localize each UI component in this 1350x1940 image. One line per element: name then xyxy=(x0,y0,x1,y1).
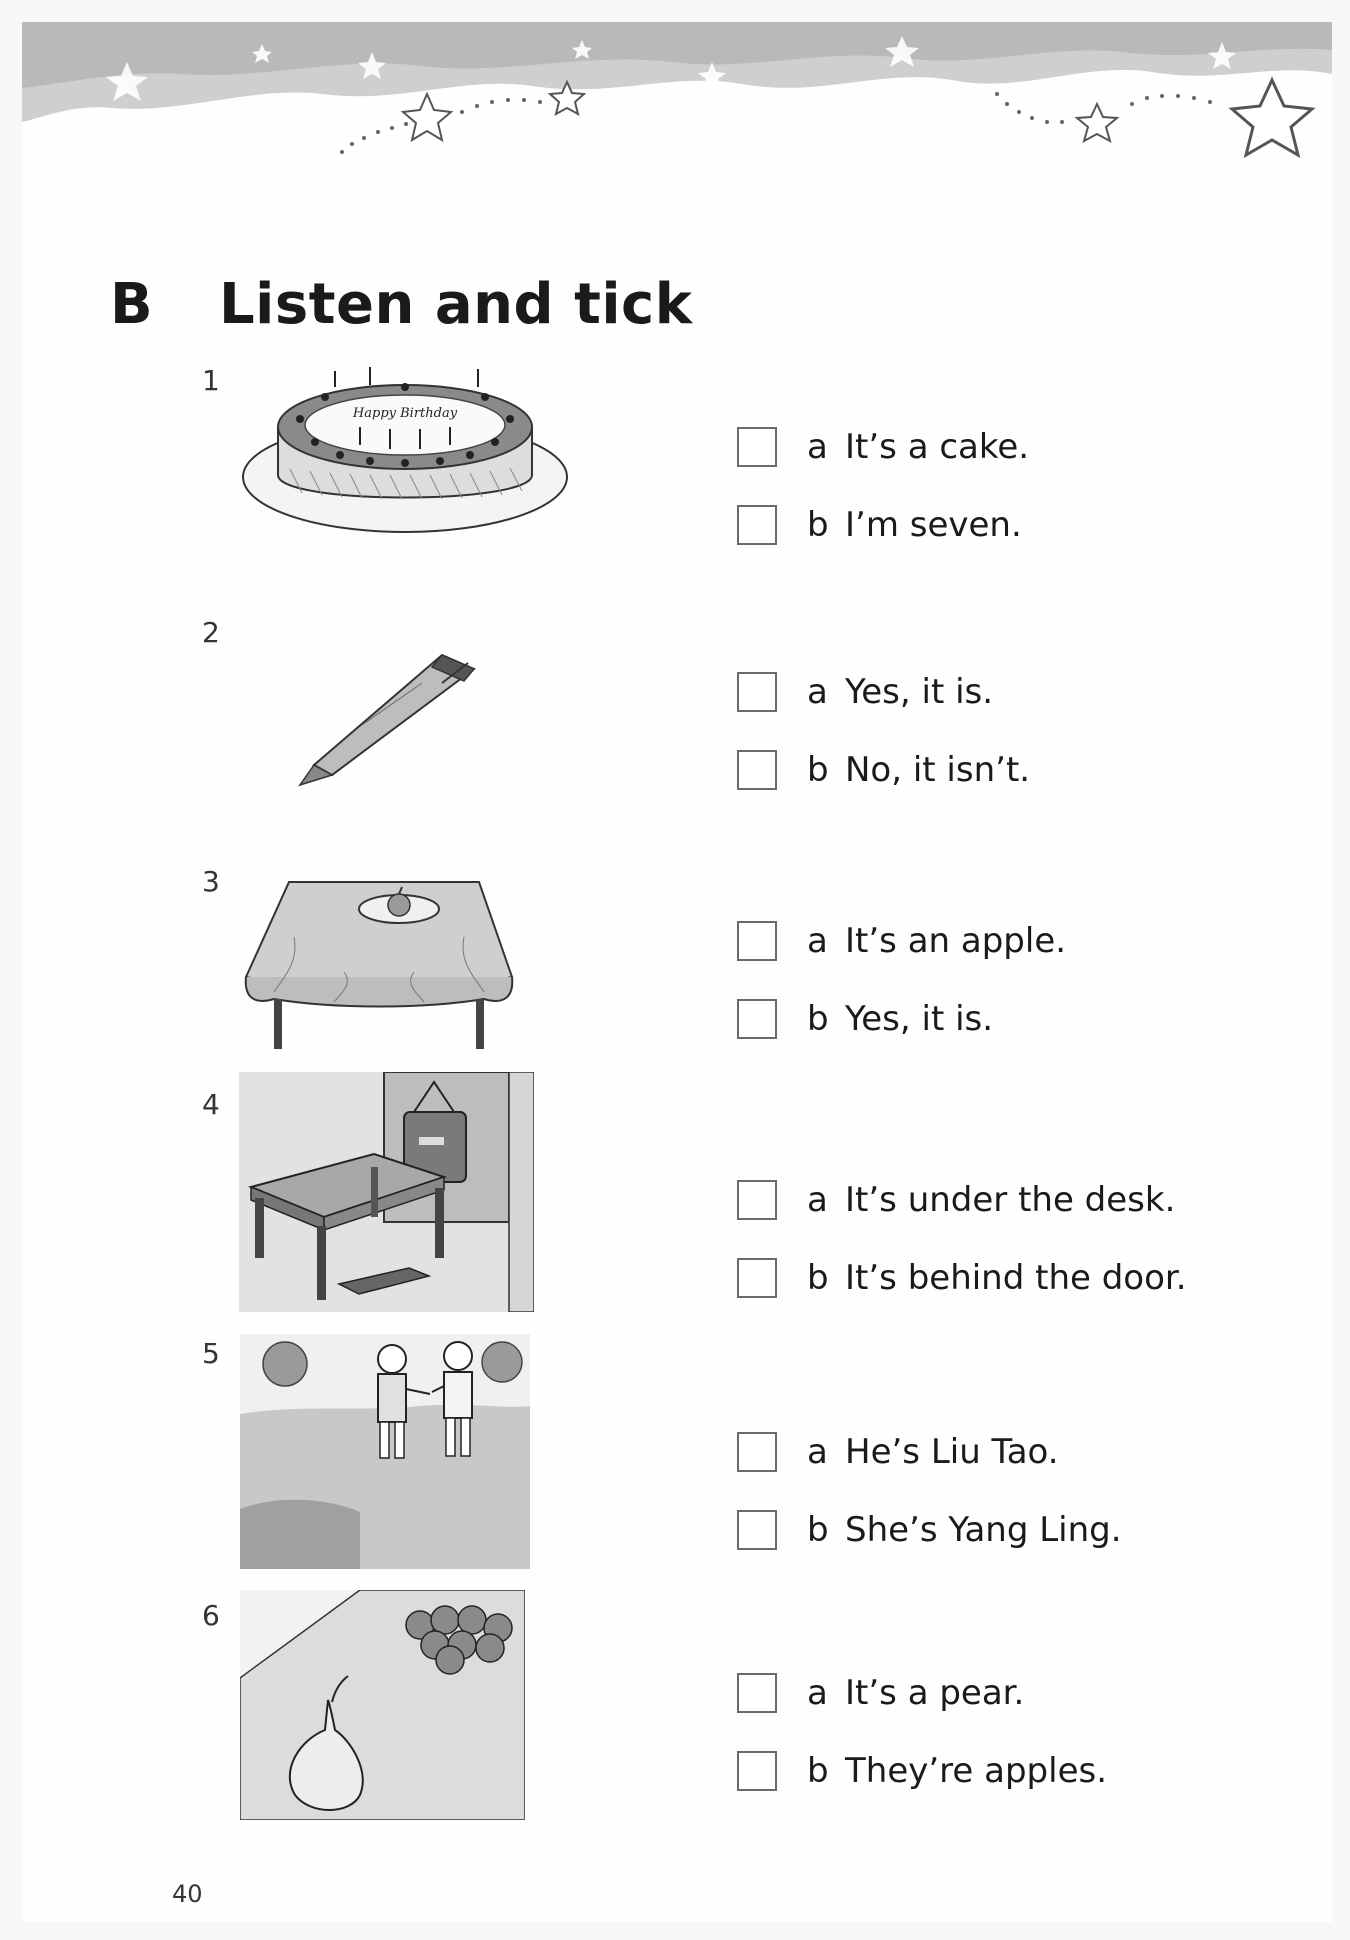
question-number: 5 xyxy=(202,1337,220,1370)
birthday-cake-picture xyxy=(240,357,570,552)
option-letter: a xyxy=(807,1180,828,1220)
answer-option xyxy=(737,1177,1175,1223)
answer-option xyxy=(737,1429,1059,1475)
workbook-page xyxy=(22,22,1332,1922)
option-text: It’s behind the door. xyxy=(845,1258,1187,1298)
answer-option xyxy=(737,424,1029,470)
answer-option xyxy=(737,1670,1024,1716)
tick-checkbox[interactable] xyxy=(737,921,777,961)
tick-checkbox[interactable] xyxy=(737,427,777,467)
section-letter: B xyxy=(110,272,153,337)
answer-option xyxy=(737,1748,1107,1794)
option-letter: b xyxy=(807,750,829,790)
tick-checkbox[interactable] xyxy=(737,750,777,790)
tick-checkbox[interactable] xyxy=(737,672,777,712)
answer-option xyxy=(737,502,1022,548)
star-banner-decoration xyxy=(22,22,1332,212)
option-letter: b xyxy=(807,1258,829,1298)
option-text: He’s Liu Tao. xyxy=(845,1432,1059,1472)
option-text: No, it isn’t. xyxy=(845,750,1031,790)
option-letter: a xyxy=(807,1673,828,1713)
option-text: It’s a pear. xyxy=(845,1673,1025,1713)
section-title: Listen and tick xyxy=(219,272,693,337)
question-number: 1 xyxy=(202,364,220,397)
option-text: They’re apples. xyxy=(845,1751,1108,1791)
option-text: Yes, it is. xyxy=(845,672,994,712)
option-text: It’s a cake. xyxy=(845,427,1030,467)
option-letter: a xyxy=(807,921,828,961)
desk-and-bag-picture xyxy=(239,1072,534,1312)
two-children-picture xyxy=(240,1334,530,1569)
tick-checkbox[interactable] xyxy=(737,1258,777,1298)
option-letter: b xyxy=(807,505,829,545)
option-text: It’s an apple. xyxy=(845,921,1067,961)
page-number: 40 xyxy=(172,1880,203,1908)
answer-option xyxy=(737,669,993,715)
answer-option xyxy=(737,1255,1187,1301)
question-number: 3 xyxy=(202,865,220,898)
option-text: I’m seven. xyxy=(845,505,1022,545)
question-number: 6 xyxy=(202,1599,220,1632)
option-letter: b xyxy=(807,999,829,1039)
answer-option xyxy=(737,918,1066,964)
option-text: Yes, it is. xyxy=(845,999,994,1039)
answer-option xyxy=(737,747,1030,793)
option-letter: b xyxy=(807,1751,829,1791)
tick-checkbox[interactable] xyxy=(737,1432,777,1472)
option-letter: b xyxy=(807,1510,829,1550)
question-number: 2 xyxy=(202,616,220,649)
tick-checkbox[interactable] xyxy=(737,505,777,545)
question-number: 4 xyxy=(202,1088,220,1121)
pen-picture xyxy=(292,647,482,792)
tick-checkbox[interactable] xyxy=(737,1180,777,1220)
option-letter: a xyxy=(807,672,828,712)
option-text: It’s under the desk. xyxy=(845,1180,1176,1220)
tick-checkbox[interactable] xyxy=(737,999,777,1039)
answer-option xyxy=(737,996,993,1042)
option-letter: a xyxy=(807,427,828,467)
tick-checkbox[interactable] xyxy=(737,1510,777,1550)
cake-inscription: Happy Birthday xyxy=(352,406,458,421)
table-with-apple-picture xyxy=(244,877,514,1057)
tick-checkbox[interactable] xyxy=(737,1751,777,1791)
pear-and-apples-picture xyxy=(240,1590,525,1820)
option-text: She’s Yang Ling. xyxy=(845,1510,1122,1550)
option-letter: a xyxy=(807,1432,828,1472)
tick-checkbox[interactable] xyxy=(737,1673,777,1713)
answer-option xyxy=(737,1507,1122,1553)
